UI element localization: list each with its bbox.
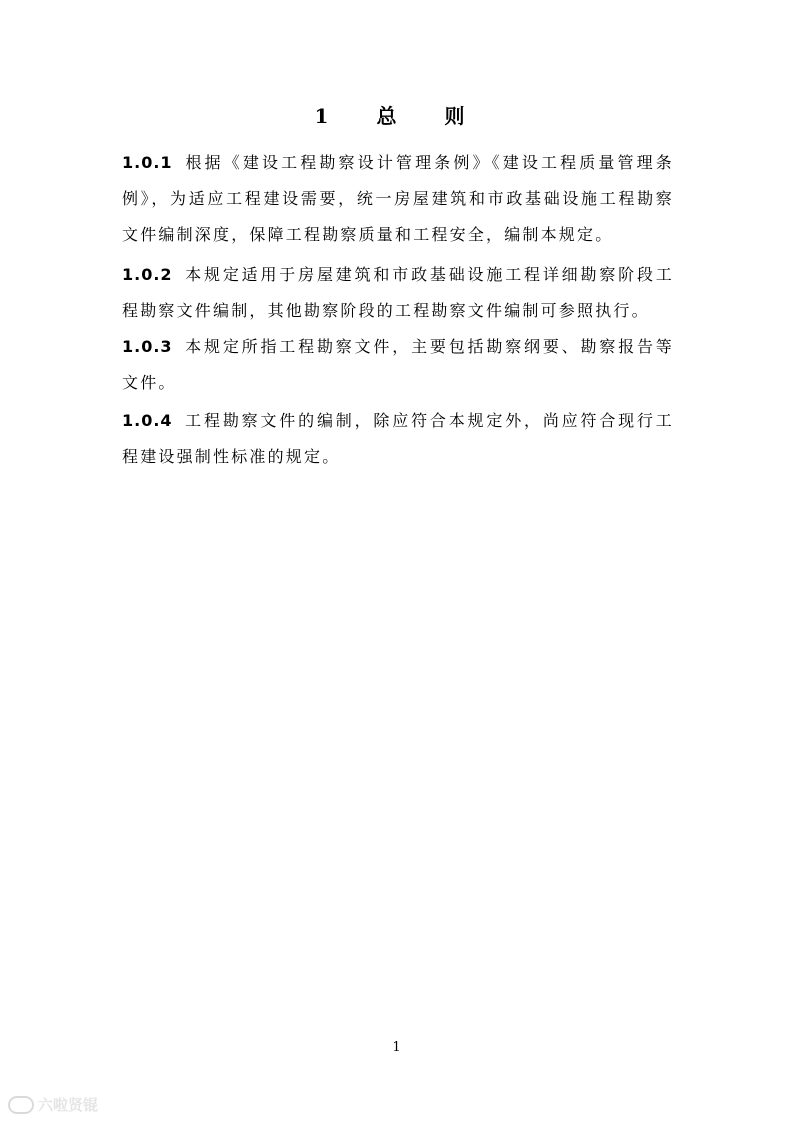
clause-text: 本规定所指工程勘察文件，主要包括勘察纲要、勘察报告等文件。 <box>122 337 674 392</box>
clause-1-0-2 <box>122 257 674 329</box>
clause-1-0-3 <box>122 329 674 401</box>
page-title: 1 总 则 <box>314 104 479 128</box>
clause-text: 根据《建设工程勘察设计管理条例》《建设工程质量管理条例》，为适应工程建设需要，统一房屋建筑和市政基础设施工程勘察文件编制深度，保障工程勘察质量和工程安全，编制本规定。 <box>122 153 674 244</box>
clause-1-0-4 <box>122 403 674 475</box>
page-number: 1 <box>392 1040 401 1055</box>
clause-number: 1.0.4 <box>122 411 173 430</box>
clause-text: 本规定适用于房屋建筑和市政基础设施工程详细勘察阶段工程勘察文件编制，其他勘察阶段的工程勘察文件编制可参照执行。 <box>122 265 674 320</box>
watermark-text: 六啦贤锟 <box>38 1096 99 1114</box>
camera-logo-icon <box>8 1096 34 1114</box>
clause-number: 1.0.2 <box>122 265 173 284</box>
clause-1-0-1 <box>122 145 674 253</box>
clause-number: 1.0.3 <box>122 337 173 356</box>
clause-text: 工程勘察文件的编制，除应符合本规定外，尚应符合现行工程建设强制性标准的规定。 <box>122 411 674 466</box>
watermark <box>8 1094 98 1115</box>
clause-number: 1.0.1 <box>122 153 173 172</box>
